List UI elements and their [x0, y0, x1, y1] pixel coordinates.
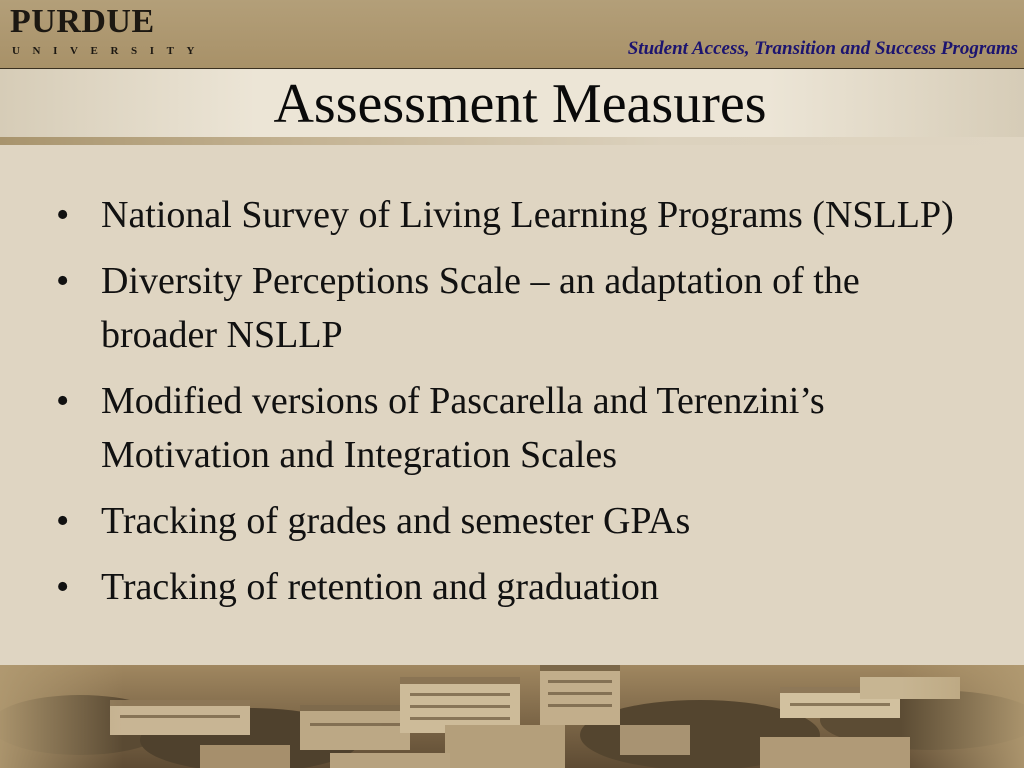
bullet-dot-icon: • [56, 194, 70, 236]
slide-title: Assessment Measures [273, 73, 767, 135]
title-divider [0, 137, 1024, 145]
bullet-dot-icon: • [56, 500, 70, 542]
bullet-dot-icon: • [56, 260, 70, 302]
bullet-item [56, 560, 976, 614]
purdue-logo [10, 3, 208, 65]
bullet-text: National Survey of Living Learning Programs (NSLLP) [101, 194, 954, 236]
bullet-item [56, 494, 976, 548]
bullet-text: Tracking of grades and semester GPAs [101, 500, 691, 542]
campus-photo [0, 665, 1024, 768]
bullet-item [56, 254, 976, 362]
bullet-text: Tracking of retention and graduation [101, 566, 659, 608]
bullet-dot-icon: • [56, 566, 70, 608]
program-name: Student Access, Transition and Success Programs [627, 38, 1018, 59]
bullet-dot-icon: • [56, 380, 70, 422]
bullet-text: Modified versions of Pascarella and Terenzini’s Motivation and Integration Scales [101, 380, 825, 476]
bullet-list [56, 188, 976, 626]
header-bar [0, 0, 1024, 69]
logo-wordmark: PURDUE [10, 3, 155, 40]
campus-photo-illustration [0, 665, 1024, 768]
bullet-item [56, 374, 976, 482]
bullet-text: Diversity Perceptions Scale – an adaptation of the broader NSLLP [101, 260, 860, 356]
logo-subtitle: UNIVERSITY [12, 45, 208, 57]
bullet-item [56, 188, 976, 242]
